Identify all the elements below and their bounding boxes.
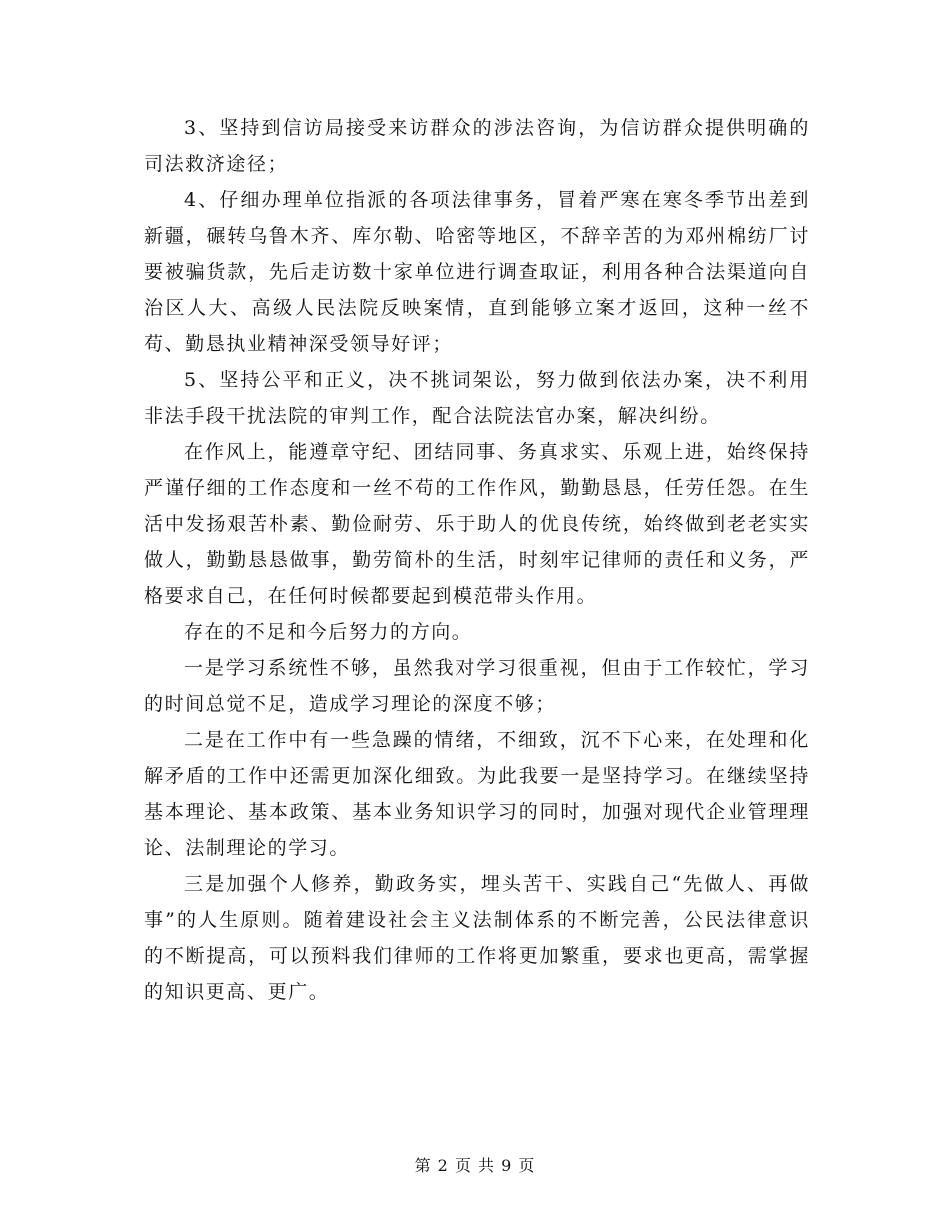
document-body <box>144 110 810 1010</box>
paragraph-item-5: 5、坚持公平和正义，决不挑词架讼，努力做到依法办案，决不利用非法手段干扰法院的审判工作，配合法院法官办案，解决纠纷。 <box>144 369 810 427</box>
paragraph-item-4: 4、仔细办理单位指派的各项法律事务，冒着严寒在寒冬季节出差到新疆，碾转乌鲁木齐、库尔勒、哈密等地区，不辞辛苦的为邓州棉纺厂讨要被骗货款，先后走访数十家单位进行调查取证，利用各种合法渠道向自治区人大、高级人民法院反映案情，直到能够立案才返回，这种一丝不苟、勤恳执业精神深受领导好评； <box>144 189 810 355</box>
page-number-footer: 第 2 页 共 9 页 <box>414 1156 536 1175</box>
paragraph-shortcoming-two: 二是在工作中有一些急躁的情绪，不细致，沉不下心来，在处理和化解矛盾的工作中还需更加深化细致。为此我要一是坚持学习。在继续坚持基本理论、基本政策、基本业务知识学习的同时，加强对现代企业管理理论、法制理论的学习。 <box>144 729 810 859</box>
paragraph-shortcoming-one: 一是学习系统性不够，虽然我对学习很重视，但由于工作较忙，学习的时间总觉不足，造成学习理论的深度不够； <box>144 657 810 715</box>
paragraph-shortcomings-heading: 存在的不足和今后努力的方向。 <box>184 621 473 643</box>
paragraph-work-style: 在作风上，能遵章守纪、团结同事、务真求实、乐观上进，始终保持严谨仔细的工作态度和一丝不苟的工作作风，勤勤恳恳，任劳任怨。在生活中发扬艰苦朴素、勤俭耐劳、乐于助人的优良传统，始终做到老老实实做人，勤勤恳恳做事，勤劳简朴的生活，时刻牢记律师的责任和义务，严格要求自己，在任何时候都要起到模范带头作用。 <box>144 441 810 607</box>
paragraph-shortcoming-three: 三是加强个人修养，勤政务实，埋头苦干、实践自己“先做人、再做事”的人生原则。随着建设社会主义法制体系的不断完善，公民法律意识的不断提高，可以预料我们律师的工作将更加繁重，要求也更高，需掌握的知识更高、更广。 <box>144 873 810 1003</box>
paragraph-item-3: 3、坚持到信访局接受来访群众的涉法咨询，为信访群众提供明确的司法救济途径； <box>144 117 810 175</box>
